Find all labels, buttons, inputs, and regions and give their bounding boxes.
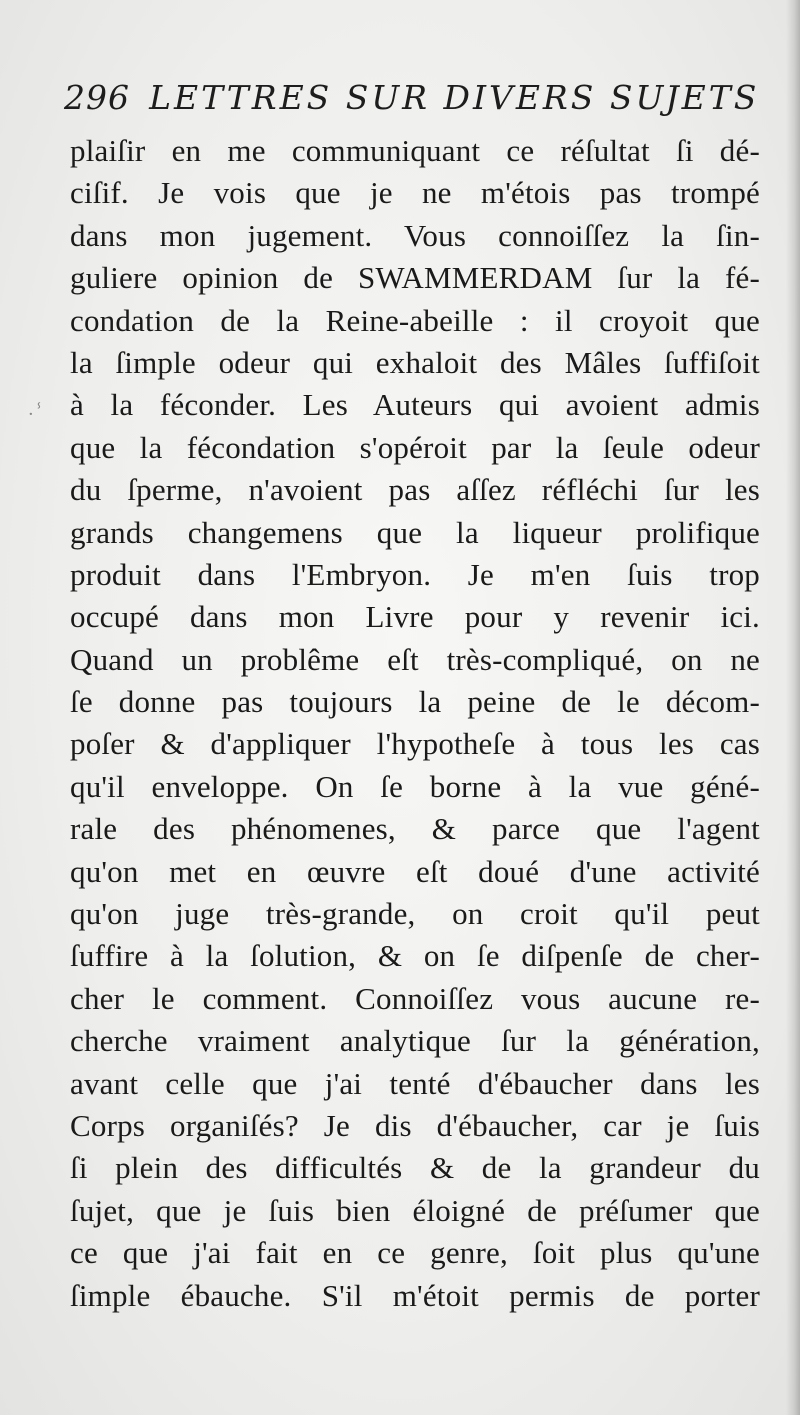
text-line-12: occupé dans mon Livre pour y revenir ici.: [70, 599, 760, 635]
text-line-5: condation de la Reine-abeille : il croyoit que: [70, 302, 760, 338]
text-line-24: Corps organiſés? Je dis d'ébaucher, car je ſuis: [70, 1107, 760, 1143]
text-line-15: poſer & d'appliquer l'hypotheſe à tous les cas: [70, 726, 760, 762]
text-line-8: que la fécondation s'opéroit par la ſeule odeur: [70, 429, 760, 465]
text-line-7: à la féconder. Les Auteurs qui avoient admis: [70, 387, 760, 423]
text-line-11: produit dans l'Embryon. Je m'en ſuis trop: [70, 556, 760, 592]
running-head: LETTRES SUR DIVERS SUJETS: [149, 78, 760, 117]
text-line-21: cher le comment. Connoiſſez vous aucune re-: [70, 980, 760, 1016]
text-line-18: qu'on met en œuvre eſt doué d'une activité: [70, 853, 760, 889]
page-gutter-shadow: [786, 0, 800, 1415]
body-text: [70, 130, 760, 1320]
text-line-20: ſuffire à la ſolution, & on ſe diſpenſe de cher-: [70, 938, 760, 974]
text-line-16: qu'il enveloppe. On ſe borne à la vue géné-: [70, 768, 760, 804]
text-line-6: la ſimple odeur qui exhaloit des Mâles ſuffiſoit: [70, 344, 760, 380]
text-line-19: qu'on juge très-grande, on croit qu'il peut: [70, 896, 760, 932]
text-line-13: Quand un problême eſt très-compliqué, on ne: [70, 641, 760, 677]
text-line-2: ciſif. Je vois que je ne m'étois pas trompé: [70, 175, 760, 211]
text-line-23: avant celle que j'ai tenté d'ébaucher dans les: [70, 1065, 760, 1101]
page-header: [64, 78, 760, 128]
text-line-17: rale des phénomenes, & parce que l'agent: [70, 811, 760, 847]
text-line-1: plaiſir en me communiquant ce réſultat ſi dé-: [70, 133, 760, 168]
text-line-9: du ſperme, n'avoient pas aſſez réfléchi ſur les: [70, 472, 760, 508]
text-line-26: ſujet, que je ſuis bien éloigné de préſumer que: [70, 1192, 760, 1228]
text-line-28: ſimple ébauche. S'il m'étoit permis de porter: [70, 1277, 760, 1313]
text-line-27: ce que j'ai fait en ce genre, ſoit plus qu'une: [70, 1235, 760, 1271]
page-number: 296: [64, 78, 130, 117]
text-line-10: grands changemens que la liqueur prolifique: [70, 514, 760, 550]
text-line-14: ſe donne pas toujours la peine de le décom-: [70, 684, 760, 720]
margin-mark: ·ⸯ: [28, 404, 45, 425]
text-line-4: guliere opinion de SWAMMERDAM ſur la fé-: [70, 260, 760, 296]
text-line-3: dans mon jugement. Vous connoiſſez la ſin-: [70, 217, 760, 253]
text-line-22: cherche vraiment analytique ſur la génération,: [70, 1023, 760, 1059]
text-line-25: ſi plein des difficultés & de la grandeur du: [70, 1150, 760, 1186]
